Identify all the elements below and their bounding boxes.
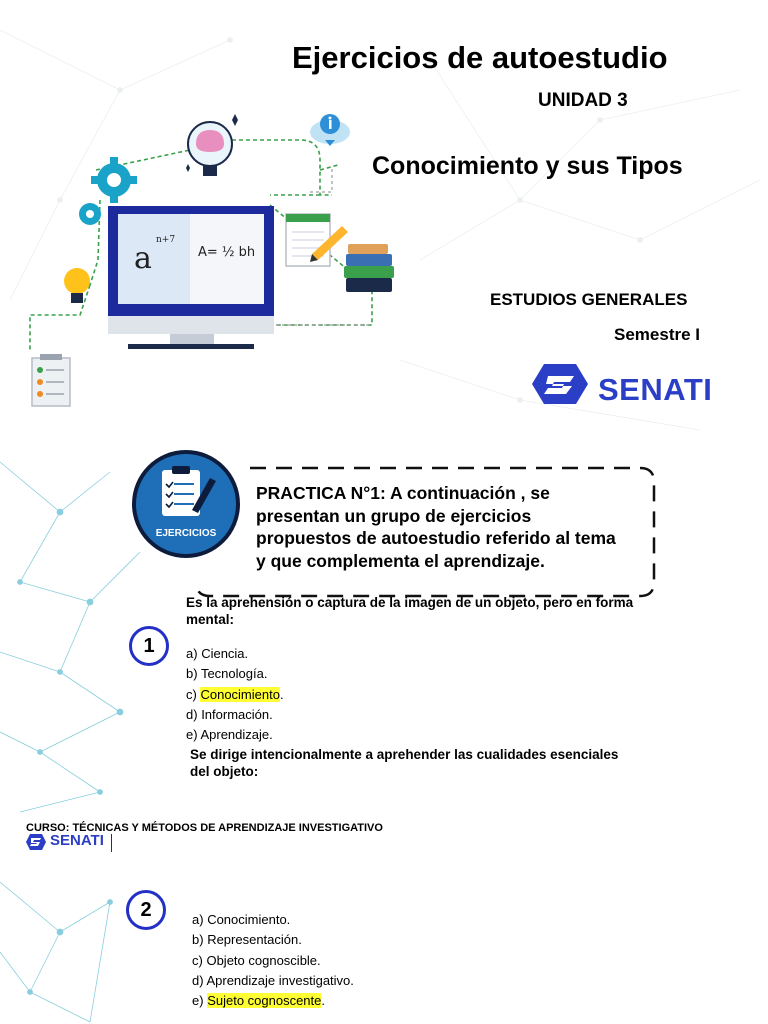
option-c: c) Objeto cognoscible. [192, 952, 321, 968]
option-b: b) Tecnología. [186, 666, 268, 682]
option-c: c) Conocimiento. [186, 686, 284, 702]
checklist-icon [32, 354, 70, 406]
brain-bulb-icon [186, 114, 238, 176]
notepad-pencil-icon [286, 214, 348, 266]
course-footer: CURSO: TÉCNICAS Y MÉTODOS DE APRENDIZAJE INVESTIGATIVO [26, 822, 383, 834]
monitor-icon [108, 206, 274, 349]
option-b: b) Representación. [192, 932, 302, 948]
brand-name: SENATI [598, 372, 713, 407]
footer-brand: SENATI [50, 832, 104, 849]
option-d: d) Información. [186, 706, 273, 722]
question-text: Es la aprehensión o captura de la imagen de un objeto, pero en forma mental: [186, 595, 634, 627]
cloud-info-icon [310, 114, 350, 146]
options-list [192, 910, 354, 1011]
correct-answer: Sujeto cognoscente [207, 993, 322, 1009]
topic-title: Conocimiento y sus Tipos [372, 152, 683, 180]
badge-label: EJERCICIOS [155, 528, 217, 539]
question-text: Se dirige intencionalmente a aprehender las cualidades esenciales del objeto: [190, 747, 619, 779]
cover-slide [0, 0, 768, 432]
option-a: a) Conocimiento. [192, 912, 291, 927]
unit-label: UNIDAD 3 [538, 90, 628, 111]
svg-text:n+7: n+7 [156, 235, 176, 245]
question-number: 1 [129, 626, 169, 666]
books-icon [344, 244, 394, 292]
option-e: e) Sujeto cognoscente. [192, 993, 326, 1009]
options-list [186, 644, 284, 745]
svg-text:A= ½ bh: A= ½ bh [198, 245, 256, 260]
practice-intro: PRACTICA N°1: A continuación , se presentan un grupo de ejercicios propuestos de autoestudio referido al tema y que complementa el aprendizaje. [256, 483, 616, 571]
divider [111, 834, 112, 852]
semester-label: Semestre I [614, 325, 700, 344]
correct-answer: Conocimiento [200, 686, 280, 702]
study-illustration [20, 110, 410, 420]
option-e: e) Aprendizaje. [186, 727, 273, 743]
svg-text:a: a [134, 241, 152, 276]
lightbulb-icon [64, 268, 90, 303]
page-title: Ejercicios de autoestudio [292, 40, 668, 75]
option-a: a) Ciencia. [186, 646, 249, 661]
option-d: d) Aprendizaje investigativo. [192, 972, 354, 988]
question-number: 2 [126, 890, 166, 930]
department-label: ESTUDIOS GENERALES [490, 290, 688, 309]
